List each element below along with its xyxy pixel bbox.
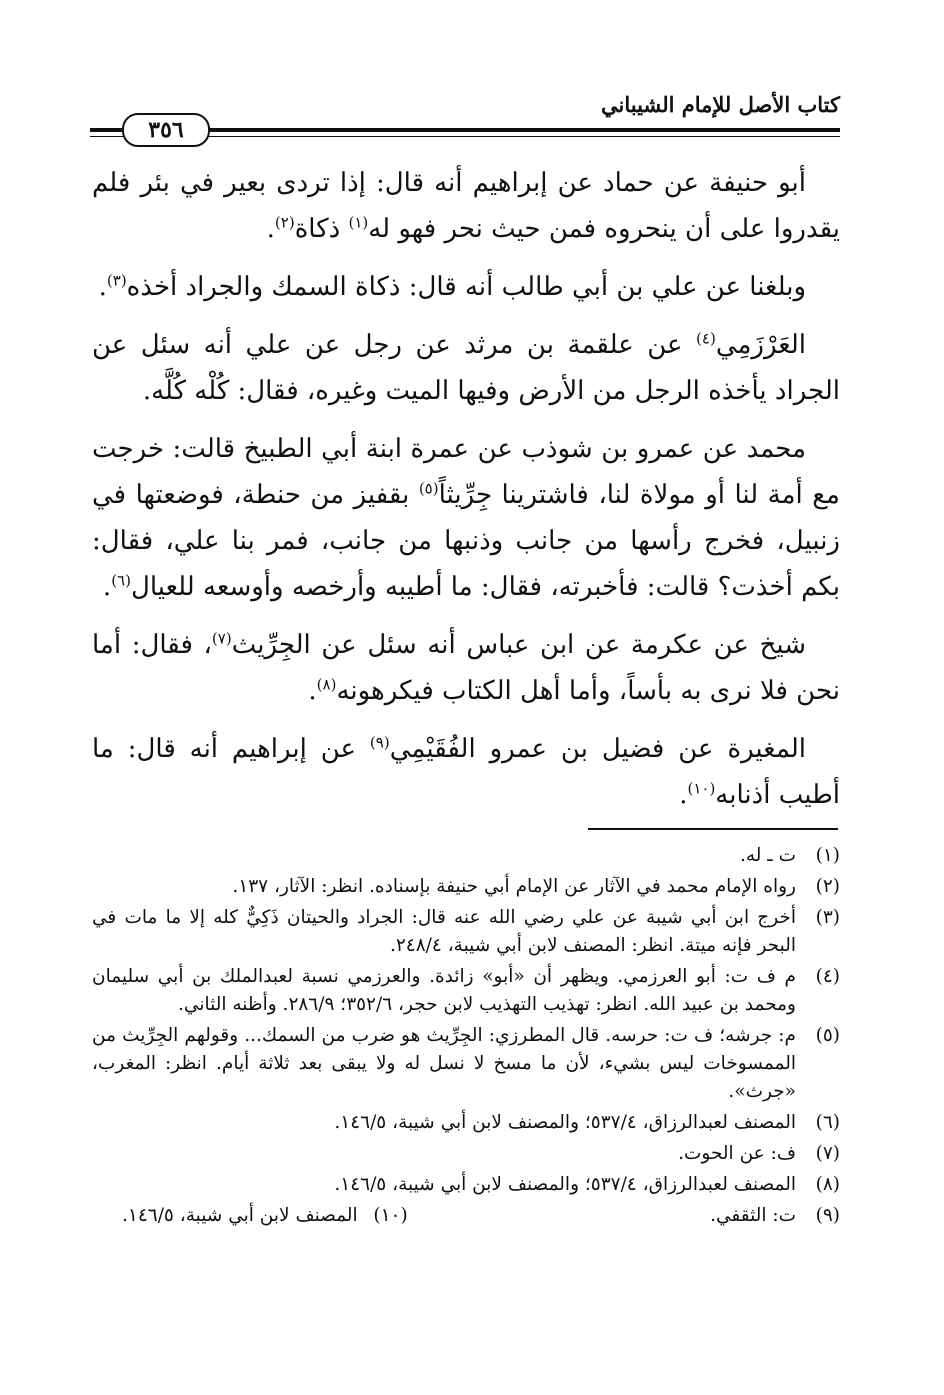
page-header [90, 88, 840, 148]
footnote-number: (٤) [815, 966, 840, 987]
footnote-ref: (١) [348, 213, 369, 232]
footnote-number: (٦) [815, 1112, 840, 1133]
footnote [122, 1202, 408, 1230]
footnote-text: المصنف لعبدالرزاق، ٥٣٧/٤؛ والمصنف لابن أبي شيبة، ١٤٦/٥. [334, 1174, 796, 1195]
footnote-number: (١٠) [373, 1205, 408, 1226]
footnote-ref: (٤) [696, 329, 716, 348]
footnote-ref: (٩) [369, 733, 390, 752]
paragraph: شيخ عن عكرمة عن ابن عباس أنه سئل عن الجِرِّيث$^{(٧)}$، فقال: أما نحن فلا نرى به بأساً، وأما أهل الكتاب فيكرهونه$^{(٨)}$. [92, 629, 840, 706]
footnote-number: (٩) [815, 1205, 840, 1226]
footnote [92, 1022, 840, 1106]
footnote-text: أخرج ابن أبي شيبة عن علي رضي الله عنه قال: الجراد والحيتان ذَكِيٌّ كله إلا ما مات في البحر فإنه ميتة. انظر: المصنف لابن أبي شيبة، ٢٤٨/٤. [92, 907, 796, 956]
footnote-text: ت ـ له. [739, 845, 796, 866]
footnote [92, 873, 840, 901]
footnote-number: (٧) [815, 1143, 840, 1164]
footnote-ref: (٢) [274, 213, 295, 232]
footnote-row [92, 1202, 840, 1230]
footnote [92, 1140, 840, 1168]
footnote-ref: (٨) [316, 675, 337, 694]
footnote [92, 1171, 840, 1199]
paragraph: العَرْزَمِي$^{(٤)}$ عن علقمة بن مرثد عن رجل عن علي أنه سئل عن الجراد يأخذه الرجل من الأرض وفيها الميت وغيره، فقال: كُلْه كُلَّه. [92, 329, 840, 406]
footnote-number: (٣) [815, 907, 840, 928]
footnote-number: (٢) [815, 876, 840, 897]
footnote-text: ت: الثقفي. [710, 1205, 796, 1226]
footnote-ref: (١٠) [687, 779, 716, 798]
paragraph: المغيرة عن فضيل بن عمرو الفُقَيْمِي$^{(٩)}$ عن إبراهيم أنه قال: ما أطيب أذنابه$^{(١٠)}$. [92, 733, 840, 810]
footnote-text: ف: عن الحوت. [678, 1143, 796, 1164]
footnote-separator [588, 828, 838, 830]
footnote-number: (١) [815, 845, 840, 866]
page-number: ٣٥٦ [122, 113, 210, 147]
footnote-text: م ف ت: أبو العرزمي. ويظهر أن «أبو» زائدة. والعرزمي نسبة لعبدالملك بن أبي سليمان ومحمد بن عبيد الله. انظر: تهذيب التهذيب لابن حجر، ٣٥٢/٦؛ ٢٨٦/٩. وأظنه الثاني. [92, 966, 796, 1015]
footnote [92, 904, 840, 960]
footnote-ref: (٣) [106, 271, 127, 290]
footnote-text: م: جرشه؛ ف ت: حرسه. قال المطرزي: الجِرِّيث هو ضرب من السمك... وقولهم الجِرِّيث من الممسوخات ليس بشيء، لأن ما مسخ لا نسل له ولا يبقى بعد ثلاثة أيام. انظر: المغرب، «جرث». [92, 1025, 796, 1102]
footnote [92, 842, 840, 870]
paragraph: محمد عن عمرو بن شوذب عن عمرة ابنة أبي الطبيخ قالت: خرجت مع أمة لنا أو مولاة لنا، فاشترينا جِرِّيثاً$^{(٥)}$ بقفيز من حنطة، فوضعتها في زنبيل، فخرج رأسها من جانب وذنبها من جانب، فمر بنا علي، فقال: بكم أخذت؟ قالت: فأخبرته، فقال: ما أطيبه وأرخصه وأوسعه للعيال$^{(٦)}$. [92, 434, 840, 602]
footnote-text: المصنف لعبدالرزاق، ٥٣٧/٤؛ والمصنف لابن أبي شيبة، ١٤٦/٥. [334, 1112, 796, 1133]
footnote [92, 1109, 840, 1137]
footnote-text: المصنف لابن أبي شيبة، ١٤٦/٥. [122, 1205, 358, 1226]
footnote-text: رواه الإمام محمد في الآثار عن الإمام أبي حنيفة بإسناده. انظر: الآثار، ١٣٧. [232, 876, 796, 897]
paragraph: وبلغنا عن علي بن أبي طالب أنه قال: ذكاة السمك والجراد أخذه$^{(٣)}$. [98, 271, 806, 302]
book-title: كتاب الأصل للإمام الشيباني [601, 92, 840, 117]
footnote-number: (٨) [815, 1174, 840, 1195]
footnote-ref: (٥) [418, 479, 439, 498]
main-text [92, 160, 840, 830]
footnote [710, 1202, 840, 1230]
footnote-ref: (٧) [211, 629, 232, 648]
footnotes [92, 842, 840, 1230]
footnote-number: (٥) [815, 1025, 840, 1046]
footnote [92, 963, 840, 1019]
paragraph: أبو حنيفة عن حماد عن إبراهيم أنه قال: إذا تردى بعير في بئر فلم يقدروا على أن ينحروه فمن حيث نحر فهو له$^{(١)}$ ذكاة$^{(٢)}$. [92, 168, 840, 244]
footnote-ref: (٦) [111, 571, 131, 590]
